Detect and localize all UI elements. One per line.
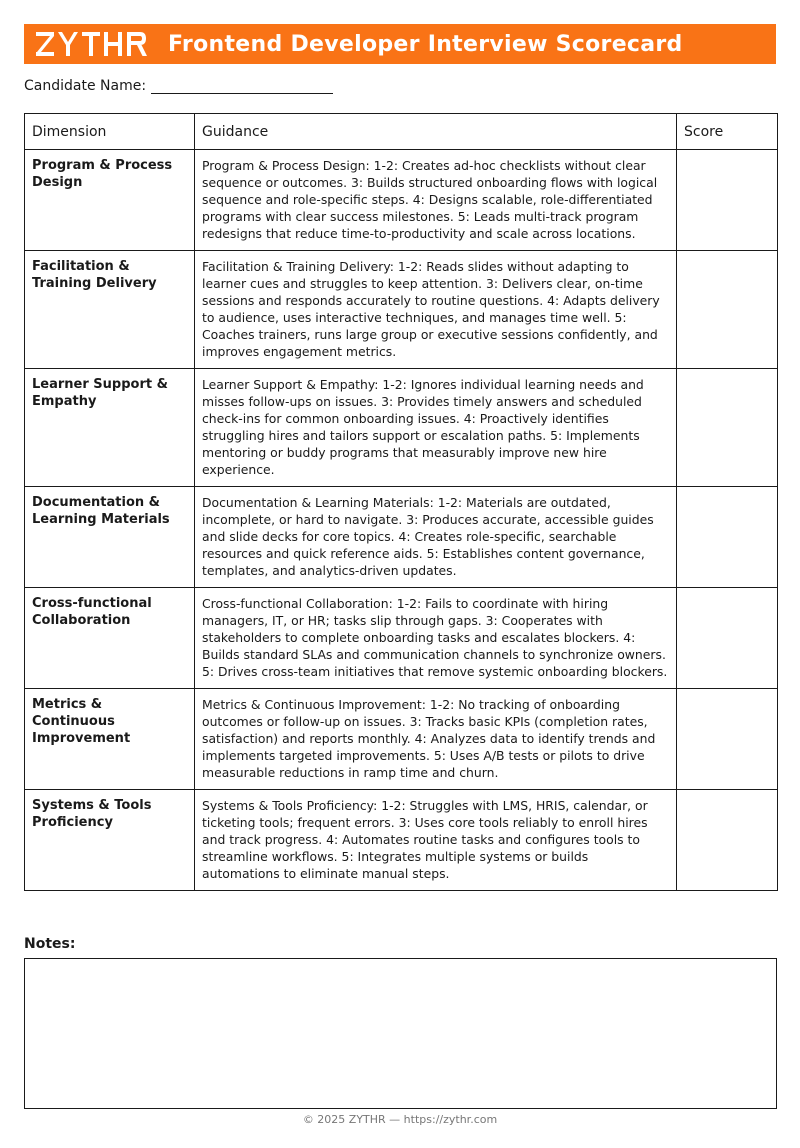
dimension-cell: Metrics & Continuous Improvement [25, 689, 195, 790]
score-cell[interactable] [677, 150, 778, 251]
guidance-cell: Learner Support & Empathy: 1-2: Ignores individual learning needs and misses follow-ups on issues. 3: Provides timely answers and scheduled check-ins for common onboarding issues. 4: Proactively identifies struggling hires and tailors support or escalation paths. 5: Implements mentoring or buddy programs that measurably improve new hire experience. [195, 369, 677, 487]
page-title: Frontend Developer Interview Scorecard [168, 31, 683, 57]
score-column-header: Score [677, 114, 778, 150]
guidance-cell: Facilitation & Training Delivery: 1-2: Reads slides without adapting to learner cues and struggles to keep attention. 3: Delivers clear, on-time sessions and responds accurately to routine questions. 4: Adapts delivery to audience, uses interactive techniques, and manages time well. 5: Coaches trainers, runs large group or executive sessions confidently, and improves engagement metrics. [195, 251, 677, 369]
table-row [25, 487, 778, 588]
dimension-cell: Learner Support & Empathy [25, 369, 195, 487]
score-cell[interactable] [677, 487, 778, 588]
table-header-row [25, 114, 778, 150]
dimension-cell: Cross-functional Collaboration [25, 588, 195, 689]
guidance-column-header: Guidance [195, 114, 677, 150]
dimension-cell: Program & Process Design [25, 150, 195, 251]
table-row [25, 369, 778, 487]
dimension-cell: Documentation & Learning Materials [25, 487, 195, 588]
guidance-cell: Systems & Tools Proficiency: 1-2: Struggles with LMS, HRIS, calendar, or ticketing tools; frequent errors. 3: Uses core tools reliably to enroll hires and track progress. 4: Automates routine tasks and configures tools to streamline workflows. 5: Integrates multiple systems or builds automations to eliminate manual steps. [195, 790, 677, 891]
notes-field[interactable] [24, 958, 777, 1109]
scorecard-table [24, 113, 778, 891]
score-cell[interactable] [677, 790, 778, 891]
guidance-cell: Cross-functional Collaboration: 1-2: Fails to coordinate with hiring managers, IT, or HR; tasks slip through gaps. 3: Cooperates with stakeholders to complete onboarding tasks and escalates blockers. 4: Builds standard SLAs and communication channels to synchronize owners. 5: Drives cross-team initiatives that remove systemic onboarding blockers. [195, 588, 677, 689]
score-cell[interactable] [677, 588, 778, 689]
candidate-name-label: Candidate Name: [24, 78, 147, 94]
notes-label: Notes: [24, 936, 76, 952]
score-cell[interactable] [677, 251, 778, 369]
dimension-cell: Facilitation & Training Delivery [25, 251, 195, 369]
table-row [25, 790, 778, 891]
dimension-column-header: Dimension [25, 114, 195, 150]
zythr-logo-icon [36, 30, 148, 58]
table-row [25, 689, 778, 790]
table-row [25, 251, 778, 369]
dimension-cell: Systems & Tools Proficiency [25, 790, 195, 891]
footer-copyright: © 2025 ZYTHR — https://zythr.com [302, 1113, 498, 1126]
candidate-name-row [24, 77, 333, 94]
guidance-cell: Metrics & Continuous Improvement: 1-2: No tracking of onboarding outcomes or follow-up on issues. 3: Tracks basic KPIs (completion rates, satisfaction) and reports monthly. 4: Analyzes data to identify trends and implements targeted improvements. 5: Uses A/B tests or pilots to drive measurable reductions in ramp time and churn. [195, 689, 677, 790]
guidance-cell: Program & Process Design: 1-2: Creates ad-hoc checklists without clear sequence or outcomes. 3: Builds structured onboarding flows with logical sequence and role-specific steps. 4: Designs scalable, role-differentiated programs with clear success milestones. 5: Leads multi-track program redesigns that reduce time-to-productivity and scale across locations. [195, 150, 677, 251]
zythr-logo [36, 30, 148, 58]
table-row [25, 588, 778, 689]
header-banner [24, 24, 776, 64]
table-row [25, 150, 778, 251]
score-cell[interactable] [677, 689, 778, 790]
score-cell[interactable] [677, 369, 778, 487]
candidate-name-field[interactable] [151, 77, 333, 94]
guidance-cell: Documentation & Learning Materials: 1-2: Materials are outdated, incomplete, or hard to navigate. 3: Produces accurate, accessible guides and slide decks for core topics. 4: Creates role-specific, searchable resources and quick reference aids. 5: Establishes content governance, templates, and analytics-driven updates. [195, 487, 677, 588]
